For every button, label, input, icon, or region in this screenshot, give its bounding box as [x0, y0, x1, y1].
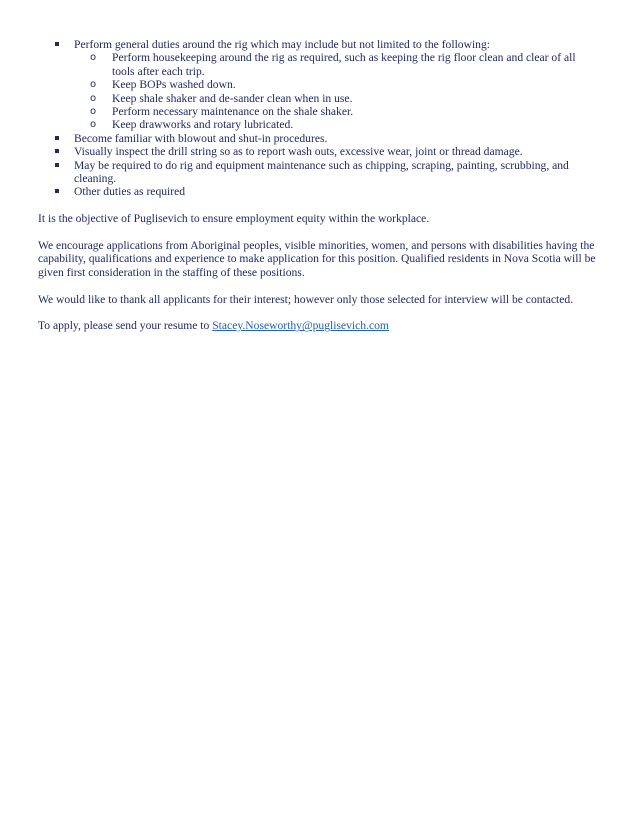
thanks-paragraph: We would like to thank all applicants for their interest; however only those selected for interview will be contacted.	[38, 292, 574, 306]
subduty-item	[74, 105, 598, 118]
subduty-item	[74, 51, 598, 78]
square-bullet-icon	[55, 42, 59, 46]
subduty-text: Perform housekeeping around the rig as required, such as keeping the rig floor clean and clear of all tools after each trip.	[112, 51, 576, 78]
duties-list	[38, 38, 598, 199]
duty-text: Perform general duties around the rig which may include but not limited to the following:	[74, 38, 490, 51]
duty-item	[38, 159, 598, 186]
duty-item-general	[38, 38, 598, 132]
square-bullet-icon	[55, 163, 59, 167]
circle-bullet-icon: o	[90, 79, 97, 91]
square-bullet-icon	[55, 136, 59, 140]
circle-bullet-icon: o	[90, 106, 97, 118]
square-bullet-icon	[55, 189, 59, 193]
subduty-item	[74, 92, 598, 105]
subduty-text: Keep BOPs washed down.	[112, 78, 236, 92]
subduty-item	[74, 118, 598, 131]
duty-text: Visually inspect the drill string so as to report wash outs, excessive wear, joint or thread damage.	[74, 145, 523, 159]
subduty-text: Keep drawworks and rotary lubricated.	[112, 118, 294, 132]
general-duties-sublist	[74, 51, 598, 131]
apply-text: To apply, please send your resume to	[38, 319, 213, 333]
equity-paragraph: It is the objective of Puglisevich to ensure employment equity within the workplace.	[38, 212, 430, 226]
email-link[interactable]: Stacey.Noseworthy@puglisevich.com	[212, 319, 389, 333]
duty-text: Become familiar with blowout and shut-in procedures.	[74, 131, 328, 145]
circle-bullet-icon: o	[90, 92, 97, 104]
duty-text: May be required to do rig and equipment maintenance such as chipping, scraping, painting, scrubbing, and cleaning.	[74, 158, 569, 186]
apply-paragraph	[38, 319, 598, 332]
circle-bullet-icon: o	[90, 52, 97, 64]
circle-bullet-icon: o	[90, 119, 97, 131]
duty-item	[38, 132, 598, 145]
square-bullet-icon	[55, 149, 59, 153]
duty-item	[38, 145, 598, 158]
document-body	[38, 38, 598, 333]
subduty-text: Perform necessary maintenance on the shale shaker.	[112, 105, 354, 119]
subduty-text: Keep shale shaker and de-sander clean when in use.	[112, 91, 353, 105]
duty-text: Other duties as required	[74, 185, 186, 199]
subduty-item	[74, 78, 598, 91]
duty-item	[38, 185, 598, 198]
encourage-paragraph: We encourage applications from Aboriginal peoples, visible minorities, women, and persons with disabilities having the capability, qualifications and experience to make application for this position. Qualified residents in Nova Scotia will be given first consideration in the staffing of these positions.	[38, 239, 596, 279]
